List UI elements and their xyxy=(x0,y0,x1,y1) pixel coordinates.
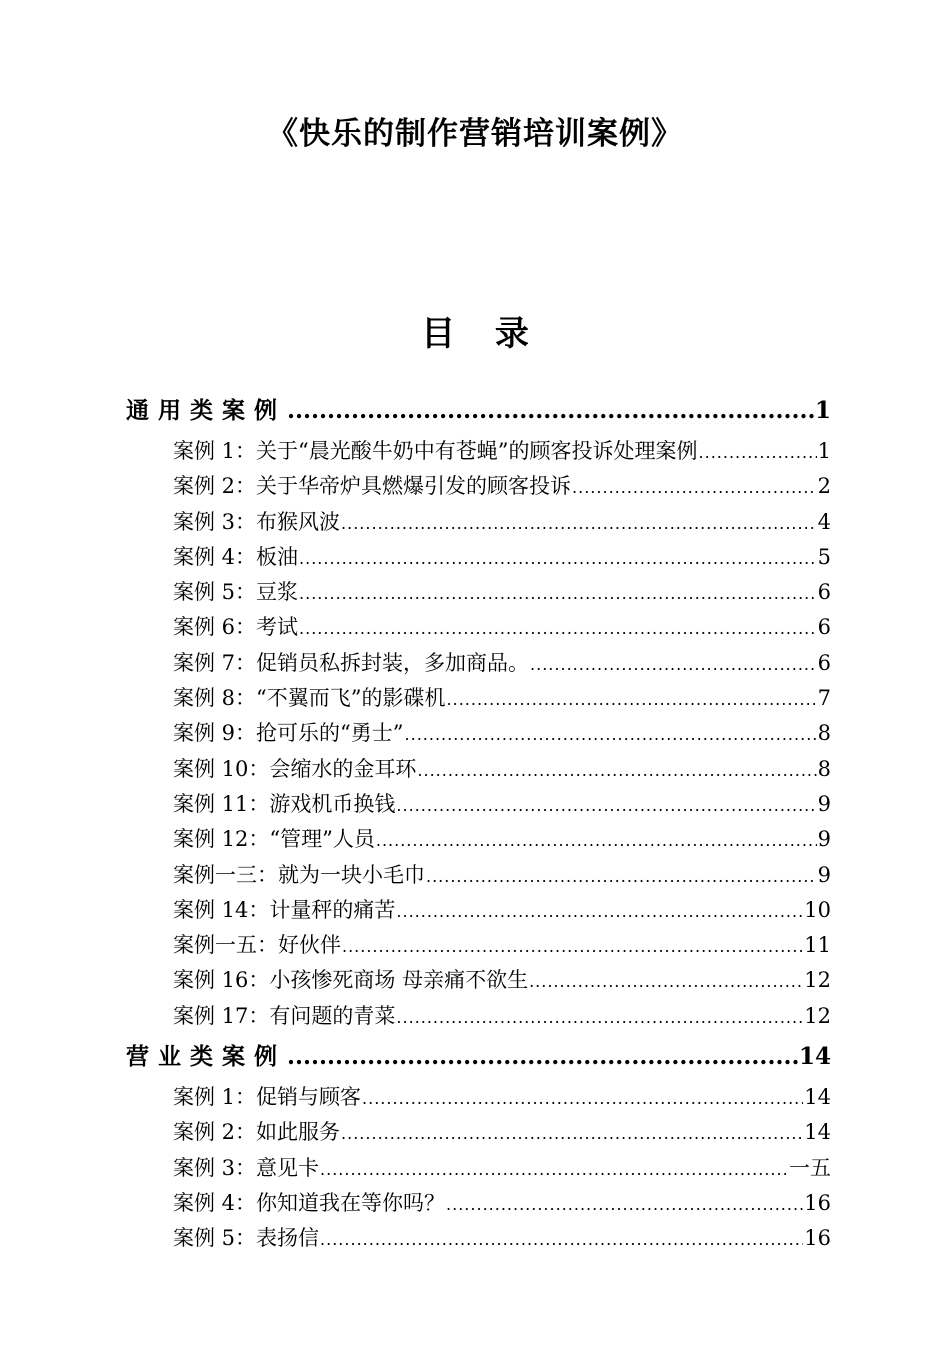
toc-entry-row[interactable] xyxy=(173,928,831,963)
toc-entry-page: 6 xyxy=(817,615,831,640)
toc-entry-label: 案例 14：计量秤的痛苦 xyxy=(173,897,396,922)
toc-entry-row[interactable] xyxy=(173,1080,831,1115)
toc-entry-page: 1 xyxy=(817,439,831,463)
toc-entry-page: 5 xyxy=(817,544,831,569)
toc-entry-label: 案例 7：促销员私拆封装，多加商品。 xyxy=(173,650,530,675)
toc-leader-dots xyxy=(426,858,817,893)
toc-section-label: 营业类案例 xyxy=(126,1043,286,1071)
toc-leader-dots xyxy=(699,434,817,469)
toc-entry-label: 案例 1：促销与顾客 xyxy=(173,1085,362,1110)
toc-section-row[interactable] xyxy=(126,388,831,434)
toc-leader-dots xyxy=(396,999,803,1034)
toc-entry-row[interactable] xyxy=(173,752,831,787)
toc-leader-dots xyxy=(287,388,814,434)
toc-entry-page: 8 xyxy=(817,756,831,781)
toc-entry-label: 案例 5：表扬信 xyxy=(173,1226,320,1251)
toc-leader-dots xyxy=(299,610,817,645)
toc-entry-page: 4 xyxy=(817,509,831,534)
toc-entry-label: 案例一五：好伙伴 xyxy=(173,933,341,958)
toc-section-label: 通用类案例 xyxy=(126,397,286,424)
document-title: 《快乐的制作营销培训案例》 xyxy=(267,116,683,152)
toc-entry-page: 16 xyxy=(804,1226,831,1251)
toc-entry-label: 案例 1：关于“晨光酸牛奶中有苍蝇”的顾客投诉处理案例 xyxy=(173,439,698,463)
table-of-contents xyxy=(0,388,950,1257)
toc-entry-label: 案例 3：布猴风波 xyxy=(173,509,341,534)
toc-entry-row[interactable] xyxy=(173,999,831,1034)
toc-entry-label: 案例 8：“不翼而飞”的影碟机 xyxy=(173,686,446,711)
toc-entry-row[interactable] xyxy=(173,963,831,998)
toc-entry-row[interactable] xyxy=(173,716,831,751)
toc-leader-dots xyxy=(529,963,803,998)
toc-entry-row[interactable] xyxy=(173,505,831,540)
toc-entry-label: 案例 12：“管理”人员 xyxy=(173,827,375,852)
toc-leader-dots xyxy=(376,822,817,857)
toc-entry-page: 11 xyxy=(804,933,831,958)
toc-entry-page: 8 xyxy=(817,721,831,746)
toc-entry-page: 16 xyxy=(804,1190,831,1215)
toc-entry-page: 7 xyxy=(817,686,831,711)
toc-entry-row[interactable] xyxy=(173,646,831,681)
toc-section-page: 1 xyxy=(814,397,831,424)
toc-leader-dots xyxy=(287,1034,798,1080)
toc-leader-dots xyxy=(299,540,817,575)
toc-entry-row[interactable] xyxy=(173,822,831,857)
toc-entry-label: 案例 5：豆浆 xyxy=(173,580,299,605)
toc-entry-label: 案例 2：关于华帝炉具燃爆引发的顾客投诉 xyxy=(173,474,572,499)
toc-leader-dots xyxy=(572,469,817,504)
toc-entry-row[interactable] xyxy=(173,1221,831,1256)
toc-leader-dots xyxy=(417,752,816,787)
toc-entry-row[interactable] xyxy=(173,787,831,822)
toc-leader-dots xyxy=(396,893,803,928)
toc-entry-row[interactable] xyxy=(173,434,831,469)
toc-section-row[interactable] xyxy=(126,1034,831,1080)
toc-entry-page: 6 xyxy=(817,650,831,675)
toc-entry-page: 9 xyxy=(817,862,831,887)
toc-entry-row[interactable] xyxy=(173,681,831,716)
toc-leader-dots xyxy=(341,1115,803,1150)
toc-section-page: 14 xyxy=(798,1043,831,1071)
toc-leader-dots xyxy=(446,1186,803,1221)
toc-entry-row[interactable] xyxy=(173,575,831,610)
toc-entry-label: 案例 17：有问题的青菜 xyxy=(173,1003,396,1028)
toc-entry-page: 2 xyxy=(817,474,831,499)
toc-heading: 目 录 xyxy=(421,314,529,354)
toc-entry-page: 9 xyxy=(817,827,831,852)
toc-entry-label: 案例 4：你知道我在等你吗？ xyxy=(173,1190,446,1215)
toc-entry-row[interactable] xyxy=(173,1186,831,1221)
toc-entry-row[interactable] xyxy=(173,610,831,645)
toc-entry-page: 12 xyxy=(804,1003,831,1028)
toc-entry-page: 6 xyxy=(817,580,831,605)
toc-entry-label: 案例 4：板油 xyxy=(173,544,299,569)
toc-leader-dots xyxy=(362,1080,803,1115)
toc-leader-dots xyxy=(447,681,817,716)
toc-leader-dots xyxy=(405,716,817,751)
toc-entry-row[interactable] xyxy=(173,858,831,893)
toc-entry-page: 12 xyxy=(804,968,831,993)
toc-entry-page: 10 xyxy=(804,897,831,922)
toc-entry-label: 案例 3：意见卡 xyxy=(173,1155,320,1180)
toc-entry-row[interactable] xyxy=(173,1115,831,1150)
toc-entry-page: 9 xyxy=(817,791,831,816)
toc-entry-row[interactable] xyxy=(173,1151,831,1186)
toc-leader-dots xyxy=(299,575,817,610)
toc-leader-dots xyxy=(530,646,817,681)
toc-entry-label: 案例 2：如此服务 xyxy=(173,1120,341,1145)
toc-entry-page: 14 xyxy=(804,1120,831,1145)
toc-entry-row[interactable] xyxy=(173,469,831,504)
toc-entry-row[interactable] xyxy=(173,893,831,928)
toc-entry-label: 案例 16：小孩惨死商场 母亲痛不欲生 xyxy=(173,968,529,993)
toc-leader-dots xyxy=(396,787,816,822)
toc-entry-label: 案例一三：就为一块小毛巾 xyxy=(173,862,425,887)
toc-leader-dots xyxy=(341,505,817,540)
toc-leader-dots xyxy=(342,928,803,963)
toc-entry-page: 14 xyxy=(804,1085,831,1110)
toc-entry-label: 案例 11：游戏机币换钱 xyxy=(173,791,396,816)
toc-entry-label: 案例 10：会缩水的金耳环 xyxy=(173,756,417,781)
toc-entry-row[interactable] xyxy=(173,540,831,575)
toc-entry-label: 案例 6：考试 xyxy=(173,615,299,640)
toc-entry-label: 案例 9：抢可乐的“勇士” xyxy=(173,721,404,746)
toc-entry-page: 一五 xyxy=(789,1155,831,1180)
toc-leader-dots xyxy=(320,1221,803,1256)
toc-leader-dots xyxy=(320,1151,788,1186)
